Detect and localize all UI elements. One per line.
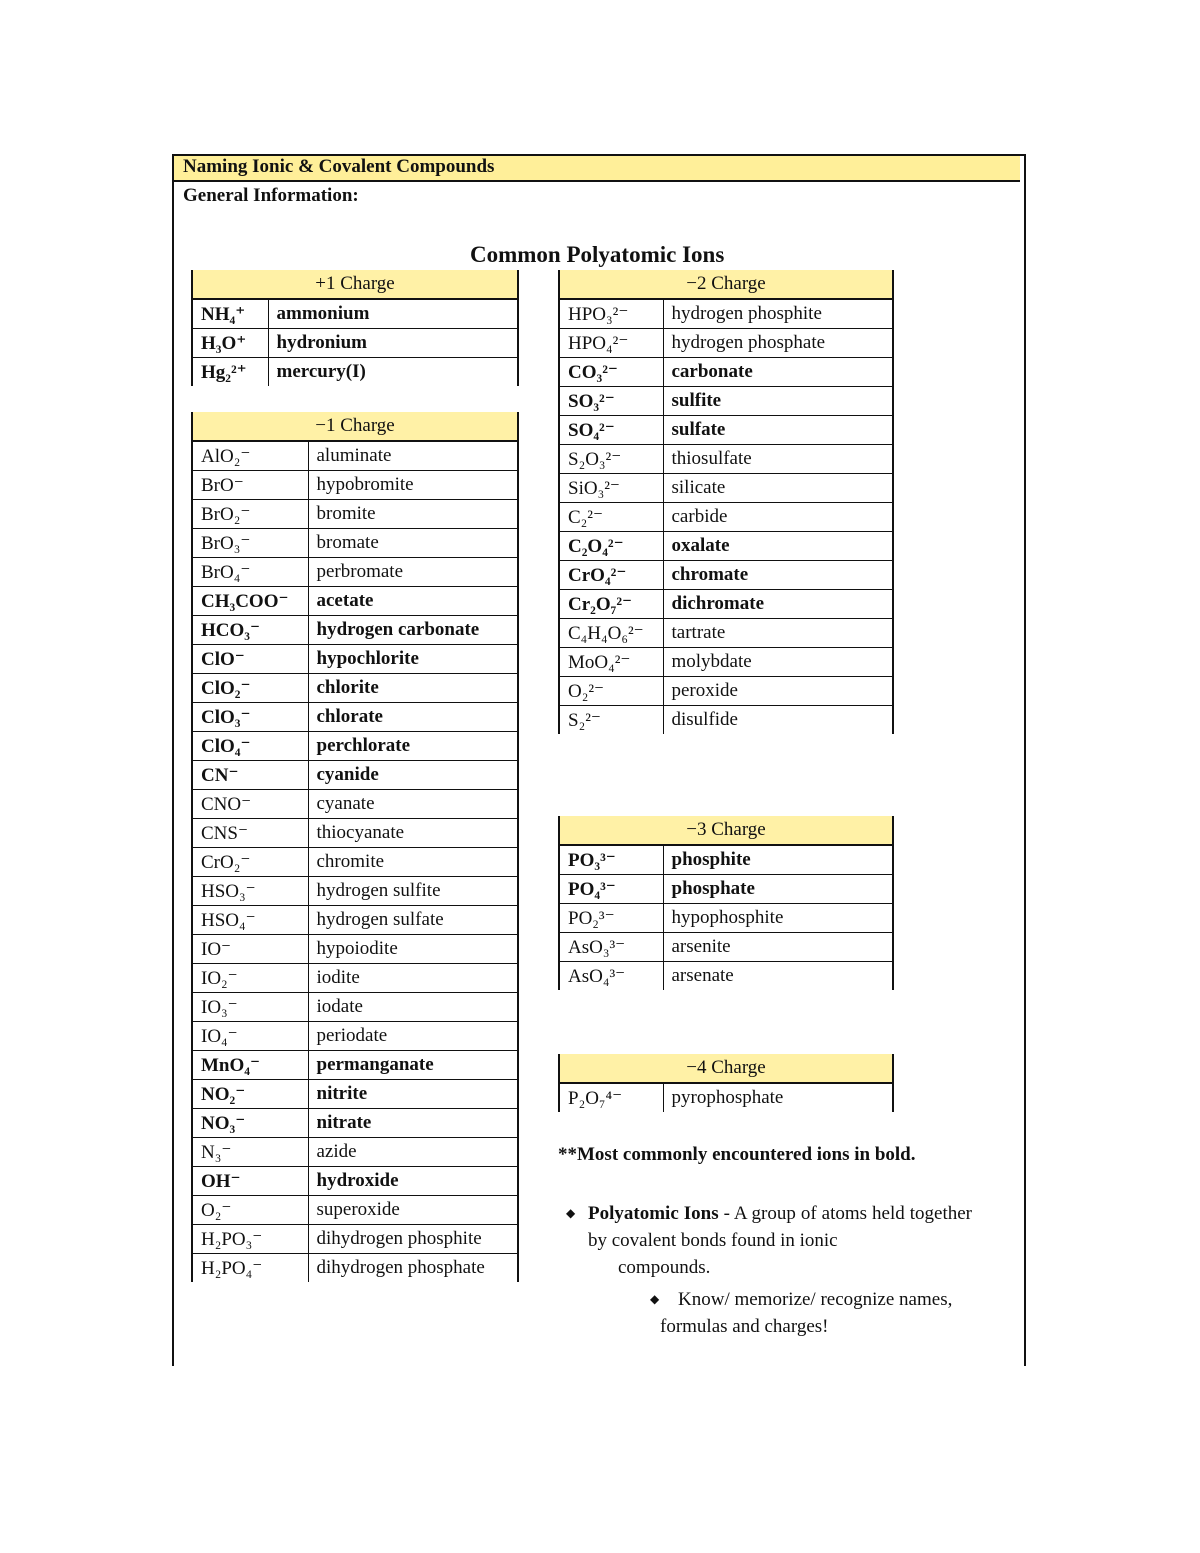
table-row xyxy=(192,877,518,906)
ion-formula: PO₂³⁻ xyxy=(559,904,663,933)
ion-name: carbonate xyxy=(663,358,893,387)
bullet-text: Know/ memorize/ recognize names, xyxy=(678,1289,953,1310)
table-row xyxy=(192,329,518,358)
table-minus1-charge xyxy=(191,412,519,1282)
ion-name: peroxide xyxy=(663,677,893,706)
table-row xyxy=(192,1196,518,1225)
table-row xyxy=(192,587,518,616)
table-row xyxy=(192,645,518,674)
table-row xyxy=(192,935,518,964)
ion-name: hydrogen sulfite xyxy=(308,877,518,906)
ion-formula: H₃O⁺ xyxy=(192,329,268,358)
ion-formula: AlO₂⁻ xyxy=(192,441,308,471)
ion-formula: IO₂⁻ xyxy=(192,964,308,993)
ion-formula: SO₃²⁻ xyxy=(559,387,663,416)
ion-name: hydrogen phosphite xyxy=(663,299,893,329)
table-row xyxy=(192,732,518,761)
ion-formula: HPO₃²⁻ xyxy=(559,299,663,329)
table-row xyxy=(192,441,518,471)
ion-formula: HSO₄⁻ xyxy=(192,906,308,935)
table-plus1-charge xyxy=(191,270,519,386)
diamond-bullet-icon: ◆ xyxy=(566,1206,576,1220)
table-row xyxy=(559,648,893,677)
bullet-definition: - A group of atoms held together by covalent bonds found in ionic xyxy=(588,1203,972,1251)
table-row xyxy=(192,1138,518,1167)
ion-formula: CN⁻ xyxy=(192,761,308,790)
ion-formula: ClO₄⁻ xyxy=(192,732,308,761)
table-row xyxy=(559,416,893,445)
bullet-continuation: formulas and charges! xyxy=(660,1316,829,1337)
table-row xyxy=(192,964,518,993)
ion-name: hydrogen carbonate xyxy=(308,616,518,645)
ion-name: hydrogen phosphate xyxy=(663,329,893,358)
ion-formula: S₂O₃²⁻ xyxy=(559,445,663,474)
ion-formula: BrO₂⁻ xyxy=(192,500,308,529)
ion-formula: HPO₄²⁻ xyxy=(559,329,663,358)
ion-formula: Cr₂O₇²⁻ xyxy=(559,590,663,619)
ion-name: dihydrogen phosphite xyxy=(308,1225,518,1254)
diamond-bullet-icon: ◆ xyxy=(650,1292,660,1306)
ion-formula: BrO⁻ xyxy=(192,471,308,500)
ion-name: iodite xyxy=(308,964,518,993)
bullet-memorize xyxy=(650,1286,972,1340)
table-row xyxy=(192,848,518,877)
table-row xyxy=(192,1022,518,1051)
ion-formula: SO₄²⁻ xyxy=(559,416,663,445)
ion-name: nitrate xyxy=(308,1109,518,1138)
table-row xyxy=(192,529,518,558)
ion-name: hydrogen sulfate xyxy=(308,906,518,935)
ion-formula: CH₃COO⁻ xyxy=(192,587,308,616)
table-row xyxy=(192,471,518,500)
ion-name: disulfide xyxy=(671,709,738,730)
table-row xyxy=(559,1083,893,1112)
ion-formula: HSO₃⁻ xyxy=(192,877,308,906)
ion-name: ammonium xyxy=(268,299,518,329)
table-row xyxy=(192,358,518,387)
bullet-term: Polyatomic Ions xyxy=(588,1203,719,1224)
ion-formula: N₃⁻ xyxy=(192,1138,308,1167)
ion-formula: MnO₄⁻ xyxy=(192,1051,308,1080)
table-row xyxy=(559,474,893,503)
ion-name: acetate xyxy=(308,587,518,616)
ion-name: pyrophosphate xyxy=(671,1087,784,1108)
table-header: −2 Charge xyxy=(559,270,893,299)
ion-formula: CrO₄²⁻ xyxy=(559,561,663,590)
ion-formula: NH₄⁺ xyxy=(192,299,268,329)
ion-name: chromite xyxy=(308,848,518,877)
table-row xyxy=(559,387,893,416)
ion-name: molybdate xyxy=(663,648,893,677)
ion-name: arsenate xyxy=(671,965,734,986)
ion-formula: BrO₃⁻ xyxy=(192,529,308,558)
ion-name: hypophosphite xyxy=(663,904,893,933)
table-row xyxy=(192,703,518,732)
ion-name: chlorate xyxy=(308,703,518,732)
ion-name: nitrite xyxy=(308,1080,518,1109)
table-row xyxy=(192,993,518,1022)
ion-name: cyanide xyxy=(308,761,518,790)
table-row xyxy=(559,962,893,991)
table-row xyxy=(192,1109,518,1138)
document-title: Naming Ionic & Covalent Compounds xyxy=(183,156,495,177)
ion-formula: CrO₂⁻ xyxy=(192,848,308,877)
table-row xyxy=(192,558,518,587)
ion-formula: CNO⁻ xyxy=(192,790,308,819)
section-subtitle: General Information: xyxy=(183,185,359,206)
ion-name: iodate xyxy=(308,993,518,1022)
table-row xyxy=(559,299,893,329)
ion-formula: IO⁻ xyxy=(192,935,308,964)
bullet-continuation: compounds. xyxy=(618,1257,711,1278)
table-row xyxy=(192,819,518,848)
ion-formula: AsO₄³⁻ xyxy=(559,962,663,991)
ion-name: thiosulfate xyxy=(663,445,893,474)
ion-name: aluminate xyxy=(308,441,518,471)
table-row xyxy=(192,906,518,935)
bullet-polyatomic-ions xyxy=(566,1200,972,1281)
table-row xyxy=(559,845,893,875)
ion-name: hypobromite xyxy=(308,471,518,500)
table-row xyxy=(559,503,893,532)
table-row xyxy=(559,561,893,590)
ion-formula: AsO₃³⁻ xyxy=(559,933,663,962)
table-row xyxy=(192,674,518,703)
footnote: **Most commonly encountered ions in bold. xyxy=(558,1144,916,1165)
ion-formula: CO₃²⁻ xyxy=(559,358,663,387)
table-row xyxy=(192,790,518,819)
ion-name: arsenite xyxy=(663,933,893,962)
table-header: −1 Charge xyxy=(192,412,518,441)
ion-name: silicate xyxy=(663,474,893,503)
ion-formula: NO₃⁻ xyxy=(192,1109,308,1138)
ion-name: periodate xyxy=(308,1022,518,1051)
table-header: −3 Charge xyxy=(559,816,893,845)
ion-name: hypoiodite xyxy=(308,935,518,964)
ion-name: bromite xyxy=(308,500,518,529)
ion-formula: PO₃³⁻ xyxy=(559,845,663,875)
table-row xyxy=(559,706,893,735)
table-row xyxy=(192,299,518,329)
ion-name: hydroxide xyxy=(308,1167,518,1196)
ion-name: dihydrogen phosphate xyxy=(316,1257,485,1278)
ion-formula: BrO₄⁻ xyxy=(192,558,308,587)
ion-name: cyanate xyxy=(308,790,518,819)
ion-formula: MoO₄²⁻ xyxy=(559,648,663,677)
table-row xyxy=(192,500,518,529)
ion-name: tartrate xyxy=(663,619,893,648)
table-minus3-charge xyxy=(558,816,894,990)
table-row xyxy=(559,445,893,474)
ion-formula: SiO₃²⁻ xyxy=(559,474,663,503)
table-row xyxy=(192,1080,518,1109)
table-row xyxy=(559,358,893,387)
table-row xyxy=(559,590,893,619)
ion-name: phosphite xyxy=(663,845,893,875)
main-heading: Common Polyatomic Ions xyxy=(470,242,725,267)
ion-formula: S₂²⁻ xyxy=(559,706,663,735)
ion-formula: CNS⁻ xyxy=(192,819,308,848)
ion-formula: IO₃⁻ xyxy=(192,993,308,1022)
table-row xyxy=(192,761,518,790)
ion-formula: ClO⁻ xyxy=(192,645,308,674)
ion-formula: HCO₃⁻ xyxy=(192,616,308,645)
ion-name: chlorite xyxy=(308,674,518,703)
table-row xyxy=(192,1225,518,1254)
ion-name: perchlorate xyxy=(308,732,518,761)
ion-formula: C₄H₄O₆²⁻ xyxy=(559,619,663,648)
ion-name: hypochlorite xyxy=(308,645,518,674)
ion-formula: ClO₂⁻ xyxy=(192,674,308,703)
ion-formula: H₂PO₄⁻ xyxy=(192,1254,308,1283)
ion-name: thiocyanate xyxy=(308,819,518,848)
table-row xyxy=(559,532,893,561)
table-row xyxy=(192,616,518,645)
table-minus4-charge xyxy=(558,1054,894,1112)
ion-formula: C₂²⁻ xyxy=(559,503,663,532)
table-row xyxy=(192,1051,518,1080)
ion-name: sulfate xyxy=(663,416,893,445)
ion-name: phosphate xyxy=(663,875,893,904)
ion-formula: O₂⁻ xyxy=(192,1196,308,1225)
ion-name: carbide xyxy=(663,503,893,532)
ion-formula: IO₄⁻ xyxy=(192,1022,308,1051)
bullet-text xyxy=(588,1200,972,1254)
ion-formula: ClO₃⁻ xyxy=(192,703,308,732)
ion-name: permanganate xyxy=(308,1051,518,1080)
table-row xyxy=(192,1254,518,1283)
ion-name: sulfite xyxy=(663,387,893,416)
ion-formula: Hg₂²⁺ xyxy=(192,358,268,387)
ion-name: perbromate xyxy=(308,558,518,587)
ion-formula: H₂PO₃⁻ xyxy=(192,1225,308,1254)
ion-name: oxalate xyxy=(663,532,893,561)
ion-name: mercury(I) xyxy=(276,361,366,382)
ion-name: bromate xyxy=(308,529,518,558)
table-row xyxy=(559,933,893,962)
table-row xyxy=(192,1167,518,1196)
table-row xyxy=(559,677,893,706)
table-row xyxy=(559,619,893,648)
ion-formula: PO₄³⁻ xyxy=(559,875,663,904)
table-minus2-charge xyxy=(558,270,894,734)
table-header: +1 Charge xyxy=(192,270,518,299)
ion-name: azide xyxy=(308,1138,518,1167)
ion-formula: C₂O₄²⁻ xyxy=(559,532,663,561)
ion-formula: O₂²⁻ xyxy=(559,677,663,706)
ion-formula: NO₂⁻ xyxy=(192,1080,308,1109)
ion-name: superoxide xyxy=(308,1196,518,1225)
table-row xyxy=(559,329,893,358)
table-row xyxy=(559,875,893,904)
table-row xyxy=(559,904,893,933)
ion-formula: OH⁻ xyxy=(192,1167,308,1196)
table-header: −4 Charge xyxy=(559,1054,893,1083)
ion-name: hydronium xyxy=(268,329,518,358)
ion-name: chromate xyxy=(663,561,893,590)
ion-name: dichromate xyxy=(663,590,893,619)
ion-formula: P₂O₇⁴⁻ xyxy=(559,1083,663,1112)
